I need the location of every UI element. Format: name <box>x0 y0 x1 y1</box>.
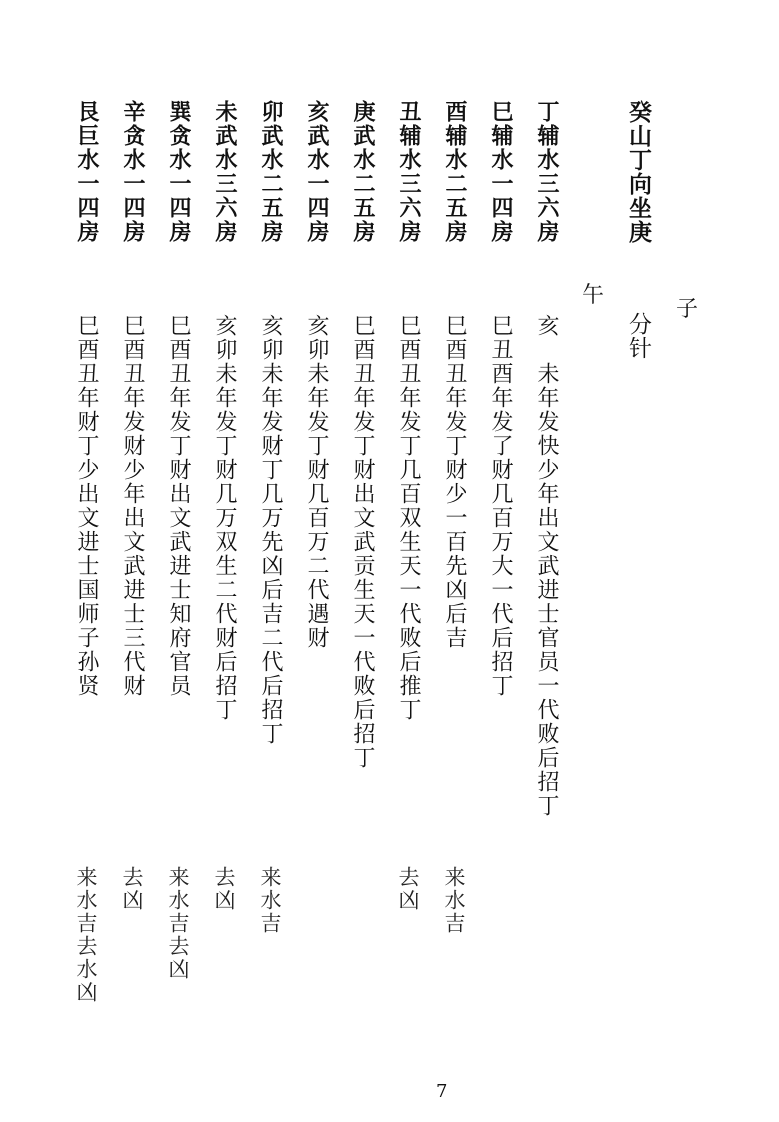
entry-desc: 亥卯未年发财丁几万先凶后吉二代后招丁 <box>258 314 283 746</box>
entry-main: 丁辅水三六房 <box>534 100 559 244</box>
marker-wu: 午 <box>582 283 605 308</box>
entry-desc: 巳酉丑年发丁几百双生天一代败后推丁 <box>396 314 421 722</box>
entry-main: 丑辅水三六房 <box>396 100 421 244</box>
entry-desc: 亥 未年发快少年出文武进士官员一代败后招丁 <box>534 314 559 818</box>
entry-note: 来水吉 <box>442 866 466 935</box>
entry-main: 巳辅水一四房 <box>488 100 513 244</box>
entry-note: 来水吉去凶 <box>166 866 190 981</box>
entry-main: 卯武水二五房 <box>258 100 283 244</box>
marker-fenzhen: 分针 <box>625 312 651 360</box>
entry-desc: 巳酉丑年发丁财少一百先凶后吉 <box>442 314 467 650</box>
entry-note: 去凶 <box>396 866 420 912</box>
entry-main: 未武水三六房 <box>212 100 237 244</box>
entry-desc: 巳酉丑年发财少年出文武进士三代财 <box>120 314 145 698</box>
entry-desc: 巳酉丑年发丁财出文武贡生天一代败后招丁 <box>350 314 375 770</box>
entry-main: 酉辅水二五房 <box>442 100 467 244</box>
entry-note: 去凶 <box>212 866 236 912</box>
entry-main: 庚武水二五房 <box>350 100 375 244</box>
entry-main: 辛贪水一四房 <box>120 100 145 244</box>
entry-main: 艮巨水一四房 <box>74 100 99 244</box>
entry-note: 来水吉 <box>258 866 282 935</box>
marker-zi: 子 <box>676 297 699 322</box>
entry-note: 来水吉去水凶 <box>74 866 98 1004</box>
entry-note: 去凶 <box>120 866 144 912</box>
entry-desc: 巳酉丑年发丁财出文武进士知府官员 <box>166 314 191 698</box>
page-number: 7 <box>436 1081 448 1102</box>
entry-main: 巽贪水一四房 <box>166 100 191 244</box>
entry-desc: 巳丑酉年发了财几百万大一代后招丁 <box>488 314 513 698</box>
page-title: 癸山丁向坐庚 <box>625 100 651 244</box>
entry-desc: 巳酉丑年财丁少出文进士国师子孙贤 <box>74 314 99 698</box>
entry-desc: 亥卯未年发丁财几百万二代遇财 <box>304 314 329 650</box>
entry-desc: 亥卯未年发丁财几万双生二代财后招丁 <box>212 314 237 722</box>
entry-main: 亥武水一四房 <box>304 100 329 244</box>
